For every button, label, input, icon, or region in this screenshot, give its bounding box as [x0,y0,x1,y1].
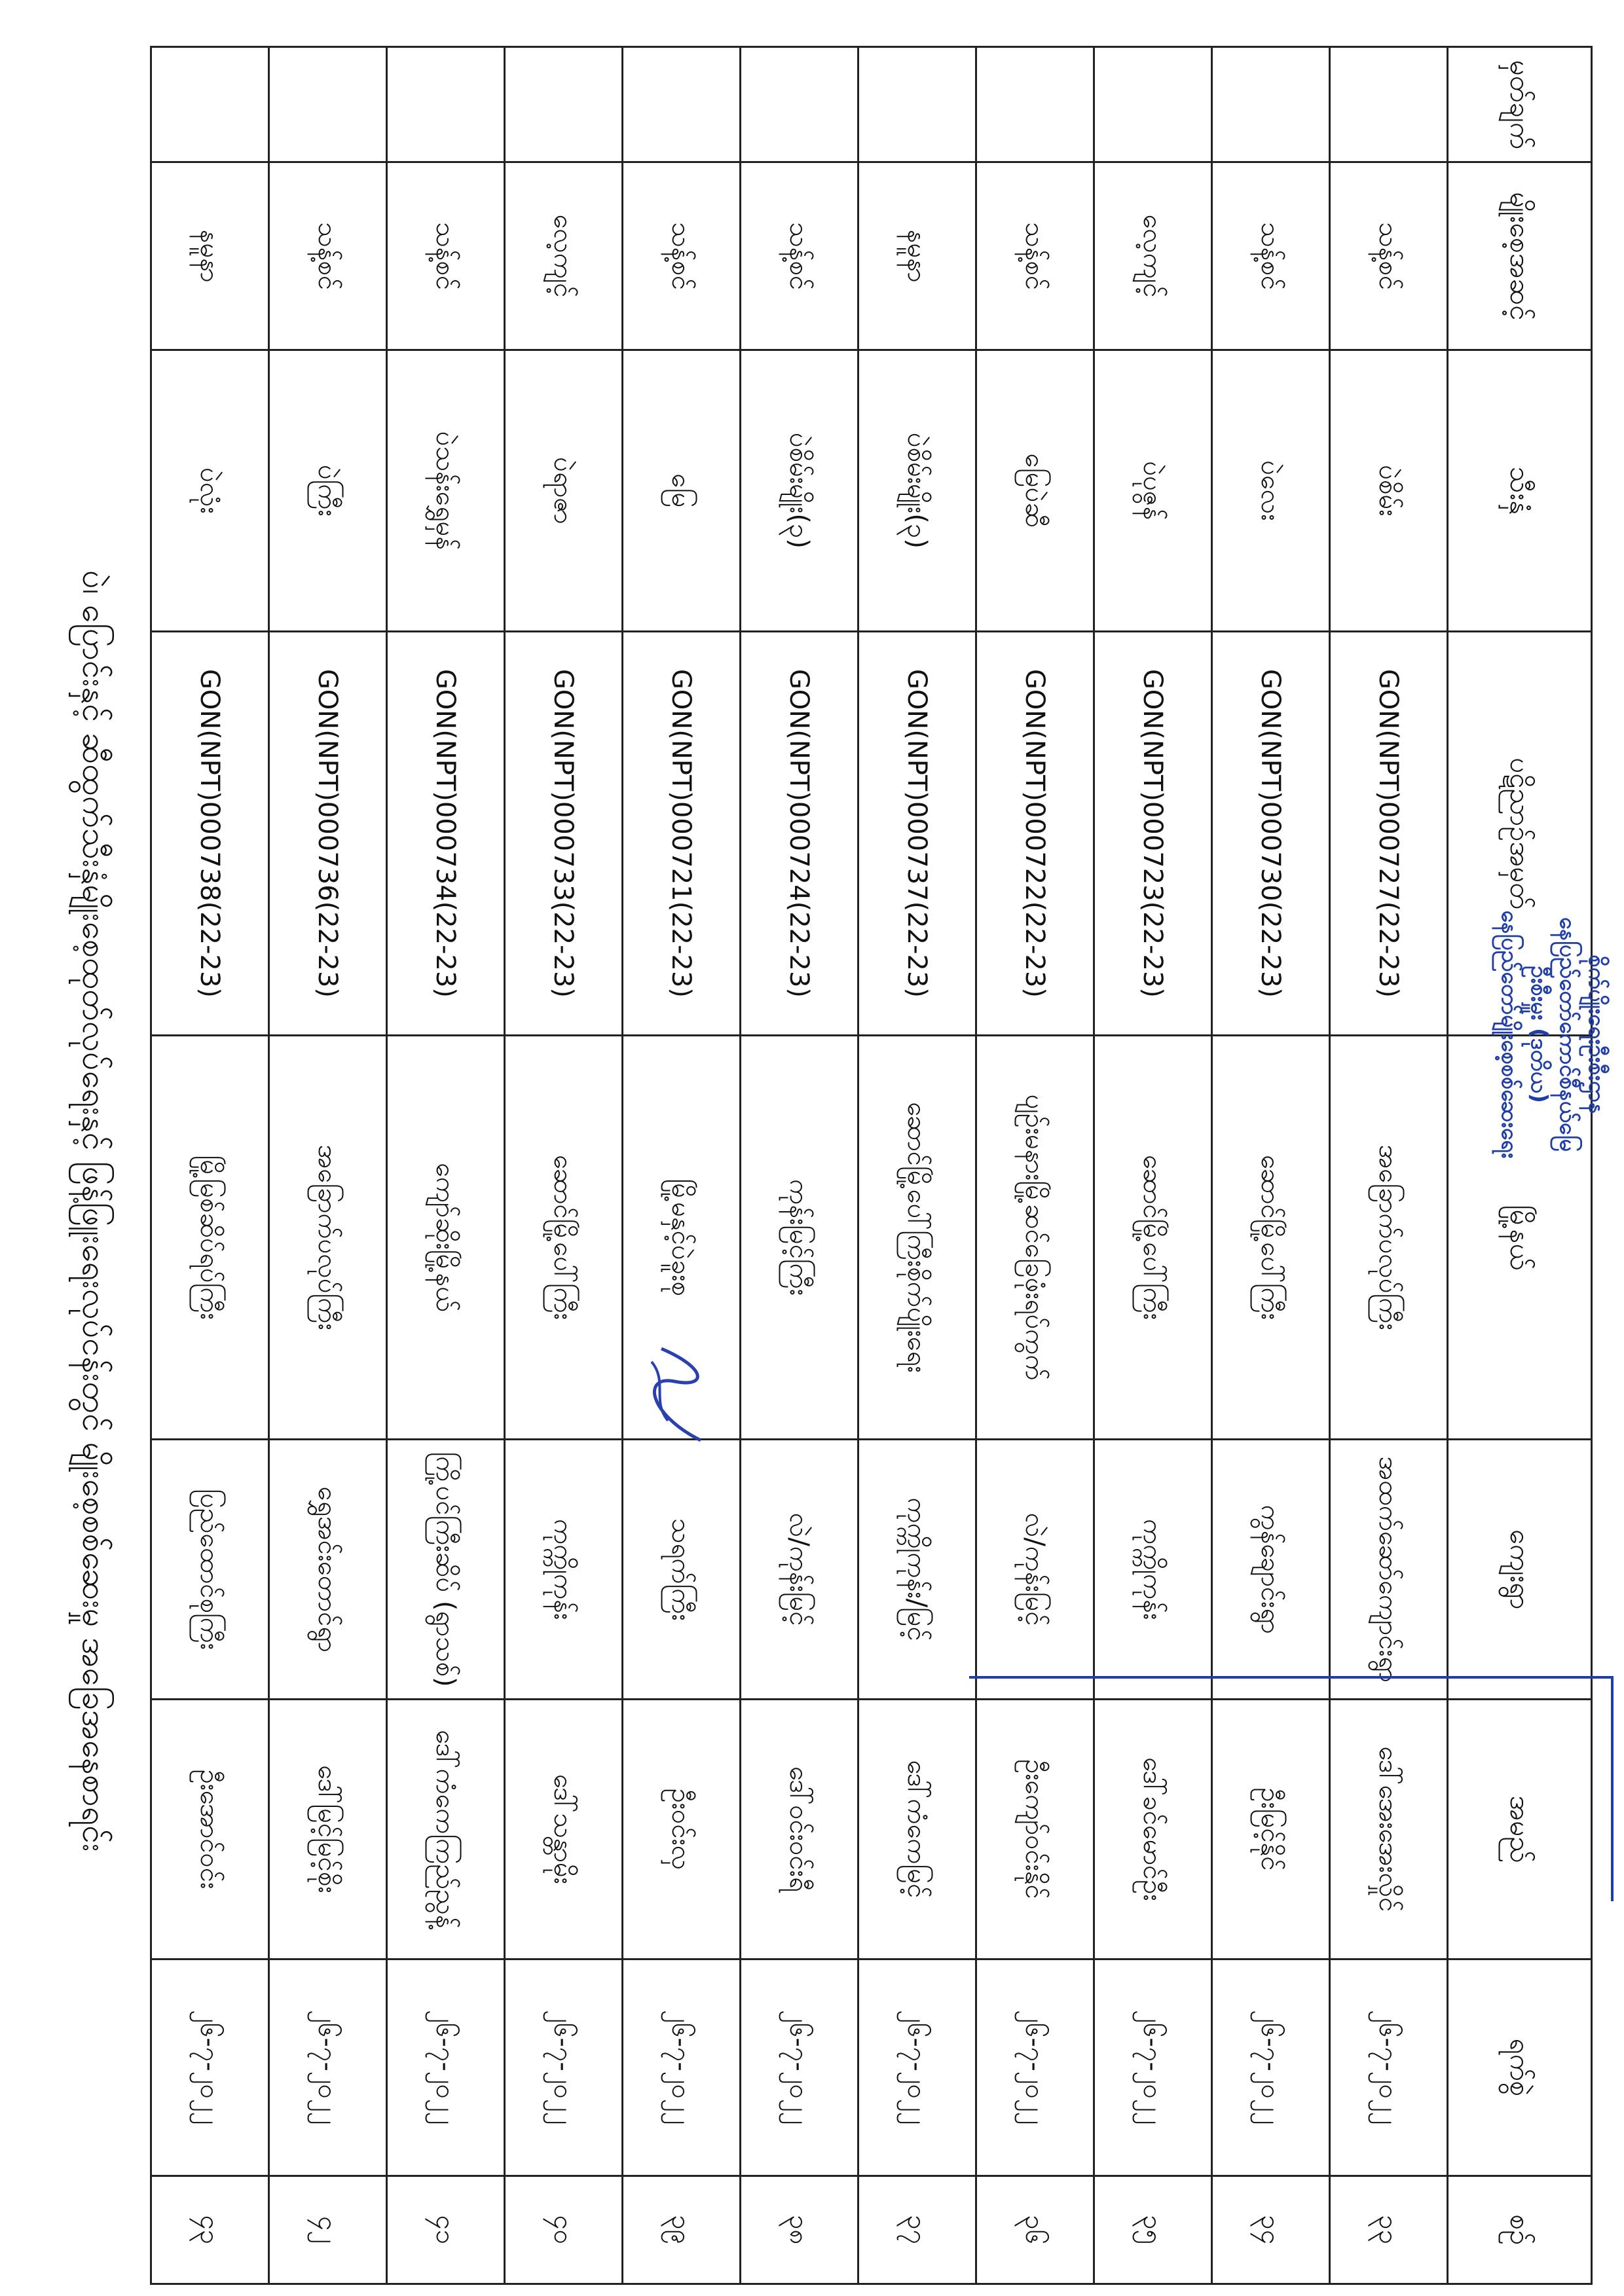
cell-number: ၃၅ [1094,2176,1212,2284]
cell-quality: လေ့ကျင့် [505,162,623,350]
cell-date: ၂၆-၇-၂၀၂၂ [623,1959,741,2176]
cell-remark [1212,47,1330,162]
cell-township: ဆောင်မြို့ပေါ်ကြီးစိုက်ပျိုးရေး [858,1036,976,1440]
signature-mark [642,1342,714,1447]
cell-registration: GON(NPT)000722(22-23) [976,631,1094,1035]
cell-village: ကုက္ကိုကုန်း/မြင့် [858,1440,976,1700]
cell-crop: မြေ [623,350,741,631]
cell-township: ကျော်ဆိုးမြို့နယ် [387,1036,505,1440]
cell-quality: သန့်စင် [741,162,858,350]
cell-quality: သန့်စင် [976,162,1094,350]
cell-name: ဒေါ်အေးအေးလှိုင် [1330,1700,1448,1959]
cell-remark [741,47,858,162]
cell-crop: မြေပဲဆီ [976,350,1094,631]
cell-remark [387,47,505,162]
cell-township: မြို့မနှင့်ပဲခူးစု [623,1036,741,1440]
cell-village: အထက်ဆော်ကျောင်းရွာ [1330,1440,1448,1700]
table-row [1094,47,1212,2284]
cell-date: ၂၆-၇-၂၀၂၂ [1094,1959,1212,2176]
cell-remark [269,47,387,162]
stamp-line-4: နေပြည်တော်မျိုးစေ့စစ်ဆေးရေး [1496,910,1523,1159]
cell-name: ဒေါ်ကံကေမြင့် [858,1700,976,1959]
cell-crop: ပဲစိမ်း [1330,350,1448,631]
cell-registration: GON(NPT)000723(22-23) [1094,631,1212,1035]
cell-remark [1094,47,1212,162]
cell-crop: ပဲလုံး [151,350,269,631]
cell-date: ၂၆-၇-၂၀၂၂ [151,1959,269,2176]
cell-village: ကြို့ပင်ကြီးဆိပ် (ရွာသစ်) [387,1440,505,1700]
table-row [505,47,623,2284]
cell-number: ၃၈ [741,2176,858,2284]
cell-number: ၄၁ [387,2176,505,2284]
cell-date: ၂၆-၇-၂၀၂၂ [1212,1959,1330,2176]
cell-village: လဲ/ကုန်းမြင့် [741,1440,858,1700]
cell-number: ၄၃ [151,2176,269,2284]
cell-number: ၃၃ [1330,2176,1448,2284]
cell-number: ၃၉ [623,2176,741,2284]
table-row [1330,47,1448,2284]
cell-name: ဦးကျော်ဝင်းနိုင် [976,1700,1094,1959]
cell-village: လဲ/ကုန်းမြင့် [976,1440,1094,1700]
cell-crop: ပဲစိမ်းမျိုး(၃) [741,350,858,631]
cell-name: ဒေါ်မြင့်မြင့်စိုး [269,1700,387,1959]
header-village: ကျေးရွာ [1448,1440,1592,1700]
cell-date: ၂၆-၇-၂၀၂၂ [269,1959,387,2176]
cell-registration: GON(NPT)000734(22-23) [387,631,505,1035]
header-registration: ပဋိညာဉ်အမှတ် [1448,631,1592,1035]
official-stamp [969,1676,1624,1925]
cell-name: ဦးအောင်ဝင်း [151,1700,269,1959]
cell-crop: ပဲရာဇာ [505,350,623,631]
cell-quality: သန့်စင် [387,162,505,350]
header-crop: သီးနှံ [1448,350,1592,631]
cell-crop: ပဲပုဇွန် [1094,350,1212,631]
cell-crop: ပဲသန်းရွှေမှန် [387,350,505,631]
cell-village: ကွန်ချောင်းရွာ [1212,1440,1330,1700]
cell-crop: ပဲလေး [1212,350,1330,631]
cell-name: ဒေါ်ဝင်းဝင်းရီ [741,1700,858,1959]
cell-township: ကုန်းမြင့်ကြီး [741,1036,858,1440]
stamp-line-1: စိုက်ပျိုးရေးဦးစီးဌာန [1583,955,1610,1114]
cell-quality: နမူနာ [151,162,269,350]
cell-remark [1330,47,1448,162]
cell-registration: GON(NPT)000724(22-23) [741,631,858,1035]
header-date: ရက်စွဲ [1448,1959,1592,2176]
stamp-text-block [1495,707,1611,1362]
cell-quality: လေ့ကျင့် [1094,162,1212,350]
cell-township: မြို့မြစ်ဆိပ်ရပ်ကြီး [151,1036,269,1440]
cell-name: ဒေါ်သန္တာမိုး [505,1700,623,1959]
cell-township: အခြောက်ပလုပ်ကြီး [269,1036,387,1440]
header-quality: မျိုးစေ့အဆင့် [1448,162,1592,350]
table-row [976,47,1094,2284]
cell-remark [151,47,269,162]
table-row [741,47,858,2284]
stamp-border [969,1676,1614,1901]
cell-number: ၃၆ [976,2176,1094,2284]
cell-date: ၂၆-၇-၂၀၂၂ [1330,1959,1448,2176]
seed-inspection-table [150,46,1593,2285]
cell-number: ၄၀ [505,2176,623,2284]
cell-township: အခြောက်ပလုပ်ကြီး [1330,1036,1448,1440]
header-remark: မှတ်ချက် [1448,47,1592,162]
cell-township: ဆောင်မြို့ပေါ်ကြီး [1212,1036,1330,1440]
cell-quality: သန့်စင် [623,162,741,350]
cell-date: ၂၆-၇-၂၀၂၂ [387,1959,505,2176]
cell-date: ၂၆-၇-၂၀၂၂ [858,1959,976,2176]
table-row [858,47,976,2284]
cell-name: ဒေါ်ကံကေကြည်ညွန့် [387,1700,505,1959]
header-number: စဉ် [1448,2176,1592,2284]
cell-remark [623,47,741,162]
cell-village: သရက်ကြီး [623,1440,741,1700]
cell-village: ကုက္ကိုကုန်း [1094,1440,1212,1700]
table-row [387,47,505,2284]
cell-village: ကုက္ကိုကုန်း [505,1440,623,1700]
cell-township: ဆောင်မြို့ပေါ်ကြီး [1094,1036,1212,1440]
cell-township: ဆောင်မြို့ပေါ်ကြီး [505,1036,623,1440]
cell-quality: နမူနာ [858,162,976,350]
cell-name: ဒေါ်ခင်မောင်ဦး [1094,1700,1212,1959]
cell-registration: GON(NPT)000730(22-23) [1212,631,1330,1035]
cell-number: ၃၄ [1212,2176,1330,2284]
cell-name: ဦးဝင်းလှ [623,1700,741,1959]
cell-crop: ပဲစိမ်းမျိုး(၃) [858,350,976,631]
cell-township: ပျဉ်းမနားမြို့ဆင်ခြေဖုံးရပ်ကွက် [976,1036,1094,1440]
cell-quality: သန့်စင် [269,162,387,350]
cell-registration: GON(NPT)000733(22-23) [505,631,623,1035]
cell-date: ၂၆-၇-၂၀၂၂ [505,1959,623,2176]
table-row [269,47,387,2284]
cell-name: ဦးမြင့်နိုင် [1212,1700,1330,1959]
table-row [1212,47,1330,2284]
cell-village: ပြည်ထောင်စုကြီး [151,1440,269,1700]
cell-remark [858,47,976,162]
stamp-line-2: နေပြည်တော်ကောင်စီနယ်မြေ [1554,917,1581,1152]
stamp-line-3: ဦးစီးမှူး (ဒုတိယ) [1525,965,1552,1104]
cell-remark [976,47,1094,162]
document-title: ပဲ၊ ပြောင်းနှင့် ဆီထွက်သီးနှံမျိုးစေ့ထုတ်လုပ်ရေးနှင့် ဖြန့်ဖြူးရေးလုပ်ငန်းတွင် မျိုးစေ့စစ်ဆေးမှု အခြေအနေစာရင်း [75,570,113,1852]
cell-date: ၂၆-၇-၂၀၂၂ [976,1959,1094,2176]
cell-village: ရွှေအင်းတောင်ရွာ [269,1440,387,1700]
cell-registration: GON(NPT)000737(22-23) [858,631,976,1035]
cell-registration: GON(NPT)000721(22-23) [623,631,741,1035]
cell-remark [505,47,623,162]
header-township: မြို့နယ် [1448,1036,1592,1440]
header-name: အမည် [1448,1700,1592,1959]
cell-quality: သန့်စင် [1330,162,1448,350]
cell-quality: သန့်စင် [1212,162,1330,350]
cell-registration: GON(NPT)000736(22-23) [269,631,387,1035]
table-row [623,47,741,2284]
table-row [151,47,269,2284]
cell-number: ၄၂ [269,2176,387,2284]
cell-registration: GON(NPT)000738(22-23) [151,631,269,1035]
cell-number: ၃၇ [858,2176,976,2284]
cell-crop: ပဲကြီး [269,350,387,631]
cell-date: ၂၆-၇-၂၀၂၂ [741,1959,858,2176]
cell-registration: GON(NPT)000727(22-23) [1330,631,1448,1035]
